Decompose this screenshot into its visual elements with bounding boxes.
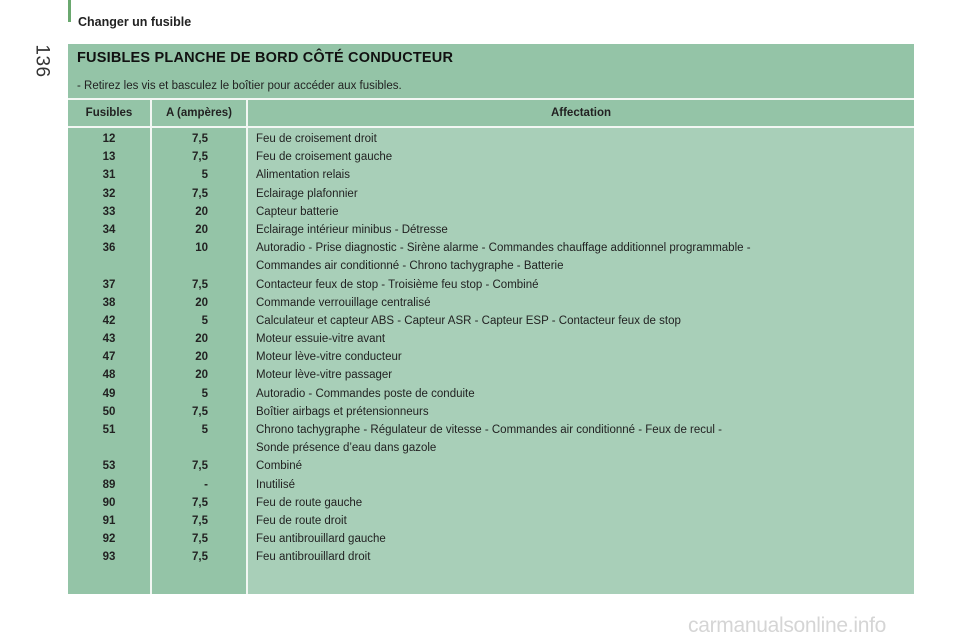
- table-row: [68, 166, 914, 184]
- table-row: [68, 530, 914, 548]
- fuse-number: 36: [102, 242, 116, 255]
- fuse-amperage: 7,5: [192, 533, 208, 546]
- fuse-number: 48: [102, 369, 116, 382]
- assignment-line: Commande verrouillage centralisé: [256, 296, 431, 309]
- table-row: [68, 548, 914, 566]
- fuse-assignment: [256, 130, 906, 148]
- fuse-number: 37: [102, 278, 116, 291]
- fuse-amperage: 7,5: [192, 514, 208, 527]
- fuse-number: 47: [102, 351, 116, 364]
- assignment-line: Inutilisé: [256, 478, 295, 491]
- table-row: [68, 494, 914, 512]
- fuse-number: 50: [102, 405, 116, 418]
- assignment-line: Feu de croisement droit: [256, 133, 377, 145]
- table-header: [68, 100, 914, 126]
- fuse-number: 33: [102, 205, 116, 218]
- section-accent-bar: [68, 0, 71, 22]
- header-assignment: Affectation: [550, 107, 612, 119]
- fuse-assignment: [256, 494, 906, 512]
- assignment-line: Feu de route gauche: [256, 496, 363, 509]
- header-fuses: Fusibles: [85, 107, 133, 119]
- fuse-assignment: [256, 203, 906, 221]
- assignment-line: Contacteur feux de stop - Troisième feu stop - Combiné: [256, 278, 539, 291]
- table-row: [68, 203, 914, 221]
- fuse-amperage: -: [204, 478, 208, 491]
- fuse-amperage: 20: [195, 223, 208, 236]
- fuse-number: 91: [102, 514, 116, 527]
- table-row: [68, 366, 914, 384]
- fuse-amperage: 5: [201, 424, 208, 437]
- fuse-panel: [68, 44, 914, 594]
- table-row: [68, 276, 914, 294]
- table-row: [68, 512, 914, 530]
- fuse-amperage: 7,5: [192, 278, 208, 291]
- divider: [68, 126, 914, 128]
- fuse-number: 89: [102, 478, 116, 491]
- fuse-number: 12: [102, 133, 116, 145]
- fuse-assignment: [256, 221, 906, 239]
- fuse-number: 92: [102, 533, 116, 546]
- table-row: [68, 221, 914, 239]
- fuse-number: 49: [102, 387, 116, 400]
- fuse-number: 31: [102, 169, 116, 182]
- panel-intro: - Retirez les vis et basculez le boîtier pour accéder aux fusibles.: [77, 80, 402, 92]
- fuse-table-body: [68, 130, 914, 567]
- table-row: [68, 148, 914, 166]
- section-title: Changer un fusible: [78, 15, 192, 29]
- assignment-line: Boîtier airbags et prétensionneurs: [256, 405, 429, 418]
- fuse-assignment: [256, 294, 906, 312]
- fuse-number: 93: [102, 551, 116, 564]
- table-row: [68, 476, 914, 494]
- table-row: [68, 330, 914, 348]
- fuse-number: 53: [102, 460, 116, 473]
- fuse-assignment: [256, 457, 906, 475]
- fuse-assignment: [256, 239, 906, 275]
- fuse-amperage: 5: [201, 387, 208, 400]
- assignment-line: Capteur batterie: [256, 205, 339, 218]
- fuse-assignment: [256, 548, 906, 566]
- assignment-line: Alimentation relais: [256, 169, 350, 182]
- assignment-line: Sonde présence d’eau dans gazole: [256, 442, 437, 455]
- assignment-line: Moteur essuie-vitre avant: [256, 333, 386, 346]
- page-number-text: 136: [31, 44, 53, 78]
- fuse-number: 51: [102, 424, 116, 437]
- fuse-amperage: 20: [195, 333, 208, 346]
- assignment-line: Eclairage plafonnier: [256, 187, 358, 200]
- fuse-amperage: 7,5: [192, 405, 208, 418]
- fuse-amperage: 5: [201, 169, 208, 182]
- fuse-amperage: 7,5: [192, 460, 208, 473]
- fuse-amperage: 5: [201, 314, 208, 327]
- divider: [68, 98, 914, 100]
- assignment-line: Feu antibrouillard gauche: [256, 533, 386, 546]
- panel-title: FUSIBLES PLANCHE DE BORD CÔTÉ CONDUCTEUR: [77, 50, 454, 66]
- assignment-line: Autoradio - Commandes poste de conduite: [256, 387, 475, 400]
- fuse-amperage: 7,5: [192, 133, 208, 145]
- assignment-line: Moteur lève-vitre passager: [256, 369, 393, 382]
- fuse-amperage: 7,5: [192, 496, 208, 509]
- page-number: [24, 42, 60, 80]
- watermark: carmanualsonline.info: [688, 614, 886, 637]
- fuse-assignment: [256, 312, 906, 330]
- fuse-number: 90: [102, 496, 116, 509]
- fuse-assignment: [256, 166, 906, 184]
- fuse-number: 32: [102, 187, 116, 200]
- table-row: [68, 239, 914, 275]
- fuse-assignment: [256, 330, 906, 348]
- table-row: [68, 348, 914, 366]
- assignment-line: Eclairage intérieur minibus - Détresse: [256, 223, 448, 236]
- fuse-assignment: [256, 185, 906, 203]
- assignment-line: Moteur lève-vitre conducteur: [256, 351, 402, 364]
- fuse-assignment: [256, 366, 906, 384]
- fuse-number: 42: [102, 314, 116, 327]
- table-row: [68, 130, 914, 148]
- fuse-amperage: 7,5: [192, 187, 208, 200]
- fuse-assignment: [256, 530, 906, 548]
- fuse-assignment: [256, 403, 906, 421]
- panel-header: [68, 44, 914, 98]
- fuse-assignment: [256, 476, 906, 494]
- assignment-line: Feu antibrouillard droit: [256, 551, 371, 564]
- table-row: [68, 385, 914, 403]
- fuse-assignment: [256, 421, 906, 457]
- assignment-line: Feu de croisement gauche: [256, 151, 393, 164]
- assignment-line: Feu de route droit: [256, 514, 347, 527]
- fuse-number: 43: [102, 333, 116, 346]
- fuse-assignment: [256, 512, 906, 530]
- fuse-assignment: [256, 276, 906, 294]
- assignment-line: Combiné: [256, 460, 303, 473]
- table-row: [68, 294, 914, 312]
- header-amps: A (ampères): [165, 107, 233, 119]
- fuse-assignment: [256, 348, 906, 366]
- fuse-assignment: [256, 385, 906, 403]
- assignment-line: Commandes air conditionné - Chrono tachygraphe - Batterie: [256, 260, 564, 273]
- fuse-amperage: 10: [195, 242, 208, 255]
- fuse-assignment: [256, 148, 906, 166]
- table-row: [68, 403, 914, 421]
- fuse-amperage: 20: [195, 351, 208, 364]
- assignment-line: Chrono tachygraphe - Régulateur de vitesse - Commandes air conditionné - Feux de recul -: [256, 424, 722, 437]
- table-row: [68, 185, 914, 203]
- assignment-line: Autoradio - Prise diagnostic - Sirène alarme - Commandes chauffage additionnel programmable -: [256, 242, 751, 255]
- fuse-amperage: 20: [195, 205, 208, 218]
- fuse-amperage: 7,5: [192, 151, 208, 164]
- table-row: [68, 457, 914, 475]
- fuse-number: 38: [102, 296, 116, 309]
- fuse-amperage: 20: [195, 369, 208, 382]
- fuse-amperage: 7,5: [192, 551, 208, 564]
- fuse-amperage: 20: [195, 296, 208, 309]
- fuse-number: 13: [102, 151, 116, 164]
- fuse-number: 34: [102, 223, 116, 236]
- table-row: [68, 312, 914, 330]
- table-row: [68, 421, 914, 457]
- assignment-line: Calculateur et capteur ABS - Capteur ASR - Capteur ESP - Contacteur feux de stop: [256, 314, 681, 327]
